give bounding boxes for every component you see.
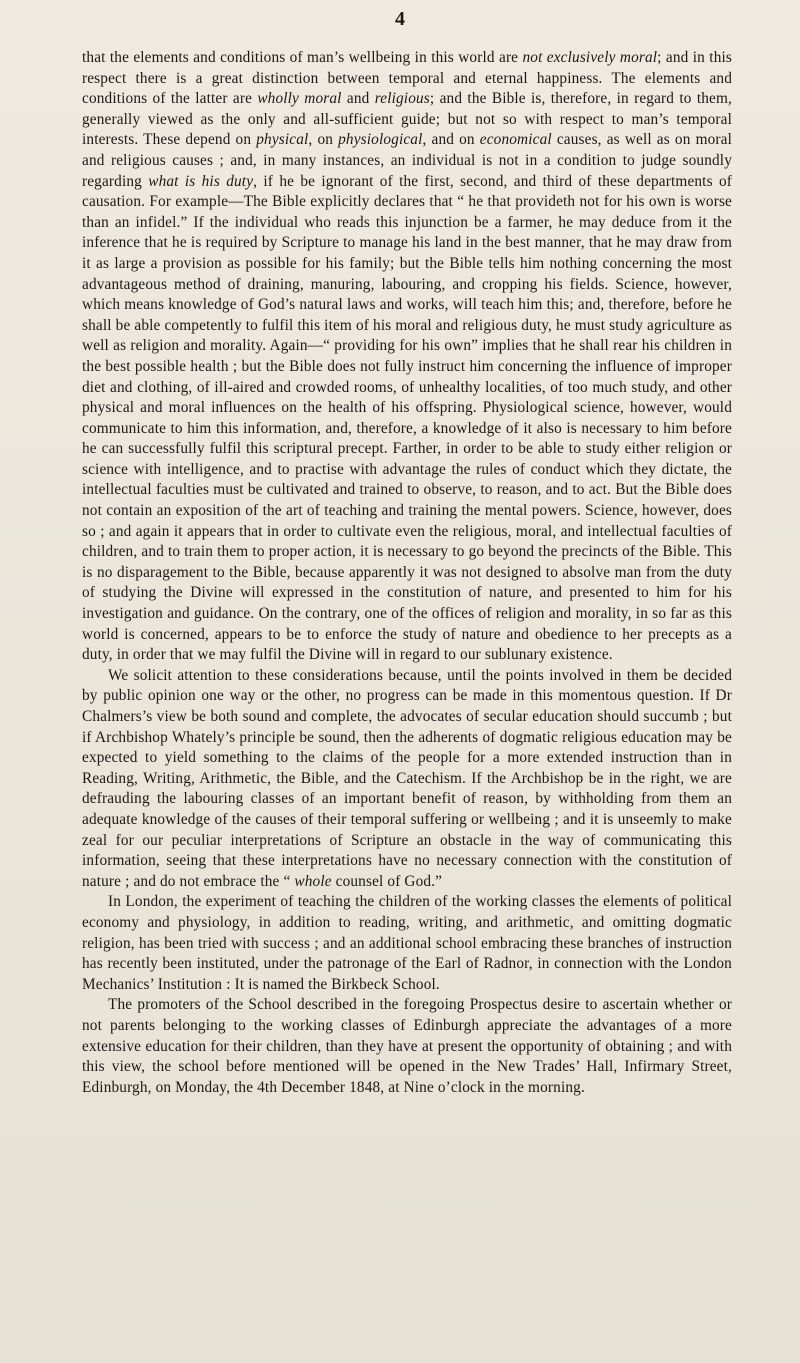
text-run: causes, as well as on moral and religious causes ; and, in many instances, an individual is not in a condition to judge soundly regarding: [82, 131, 733, 190]
body-text: [82, 48, 732, 1098]
paragraph-2: [82, 666, 732, 893]
italic-text-run: not exclusively moral: [522, 49, 658, 66]
text-run: ; and in this respect there is a great distinction between temporal and eternal happiness. The elements and conditions of the latter are: [82, 49, 733, 108]
text-run: In London, the experiment of teaching the children of the working classes the elements of political economy and physiology, in addition to reading, writing, and arithmetic, and omitting dogmatic religion, has been tried with success ; and an additional school embracing these branches of instruction has recently been instituted, under the patronage of the Earl of Radnor, in connection with the London Mechanics’ Institution : It is named the Birkbeck School.: [82, 893, 732, 993]
italic-text-run: economical: [479, 131, 552, 149]
text-run: counsel of God.”: [331, 872, 443, 890]
text-run: The promoters of the School described in the foregoing Prospectus desire to ascertain whether or not parents belonging to the working classes of Edinburgh appreciate the advantages of a more extensive education for their children, than they have at present the opportunity of obtaining ; and with this view, the school before mentioned will be opened in the New Trades’ Hall, Infirmary Street, Edinburgh, on Monday, the 4th December 1848, at Nine o’clock in the morning.: [82, 996, 732, 1096]
text-run: , and on: [422, 131, 480, 149]
text-run: and: [341, 90, 375, 108]
text-run: , if he be ignorant of the first, second, and third of these departments of causation. For example—The Bible explicitly declares that “ he that provideth not for his own is worse than an infidel.” If the individual who reads this injunction be a farmer, he may deduce from it the inference that he is required by Scripture to manage his land in the best manner, that he may draw from it as large a provision as possible for his family; but the Bible tells him nothing concerning the most advantageous method of draining, manuring, labouring, and cropping his fields. Science, however, which means knowledge of God’s natural laws and works, will teach him this; and, therefore, before he shall be able competently to fulfil this item of his moral and religious duty, he must study agriculture as well as religion and morality. Again—“ providing for his own” implies that he shall rear his children in the best possible health ; but the Bible does not fully instruct him concerning the influence of improper diet and clothing, of ill-aired and crowded rooms, of unhealthy localities, of too much study, and other physical and moral influences on the health of his offspring. Physiological science, however, would communicate to him this information, and, therefore, a knowledge of it also is necessary to him before he can successfully fulfil this scriptural precept. Farther, in order to be able to study either religion or science with intelligence, and to practise with advantage the rules of conduct which they dictate, the intellectual faculties must be cultivated and trained to observe, to reason, and to act. But the Bible does not contain an exposition of the art of teaching and training the mental powers. Science, however, does so ; and again it appears that in order to cultivate even the religious, moral, and intellectual faculties of children, and to train them to proper action, it is necessary to go beyond the precincts of the Bible. This is no disparagement to the Bible, because apparently it was not designed to absolve man from the duty of studying the Divine will expressed in the constitution of nature, and presented to him for his investigation and guidance. On the contrary, one of the offices of religion and morality, in so far as this world is concerned, appears to be to enforce the study of nature and obedience to her precepts as a duty, in order that we may fulfil the Divine will in regard to our sublunary existence.: [82, 172, 732, 664]
text-run: ; and the Bible is, therefore, in regard to them, generally viewed as the only and all-sufficient guide; but not so with respect to man’s temporal interests. These depend on: [82, 90, 732, 149]
italic-text-run: what is his duty: [148, 172, 254, 190]
paragraph-1: [82, 48, 732, 666]
italic-text-run: physical: [256, 131, 309, 149]
italic-text-run: wholly moral: [257, 90, 342, 108]
italic-text-run: physiological: [338, 131, 423, 149]
paragraph-3: [82, 892, 732, 995]
text-run: , on: [308, 131, 339, 149]
italic-text-run: religious: [374, 90, 430, 108]
text-run: We solicit attention to these considerations because, until the points involved in them be decided by public opinion one way or the other, no progress can be made in this momentous question. If Dr Chalmers’s view be both sound and complete, the advocates of secular education should succumb ; but if Archbishop Whately’s principle be sound, then the adherents of dogmatic religious education may be expected to yield something to the claims of the people for a more extended instruction than in Reading, Writing, Arithmetic, the Bible, and the Catechism. If the Archbishop be in the right, we are defrauding the labouring classes of an important benefit of reason, by withholding from them an adequate knowledge of the causes of their temporal suffering or wellbeing ; and it is unseemly to make zeal for our peculiar interpretations of Scripture an obstacle in the way of communicating this information, seeing that these interpretations have no necessary connection with the constitution of nature ; and do not embrace the “: [82, 666, 732, 890]
paragraph-4: [82, 995, 732, 1098]
text-run: that the elements and conditions of man’s wellbeing in this world are: [82, 49, 523, 66]
italic-text-run: whole: [294, 872, 332, 890]
page-number: 4: [395, 8, 405, 30]
